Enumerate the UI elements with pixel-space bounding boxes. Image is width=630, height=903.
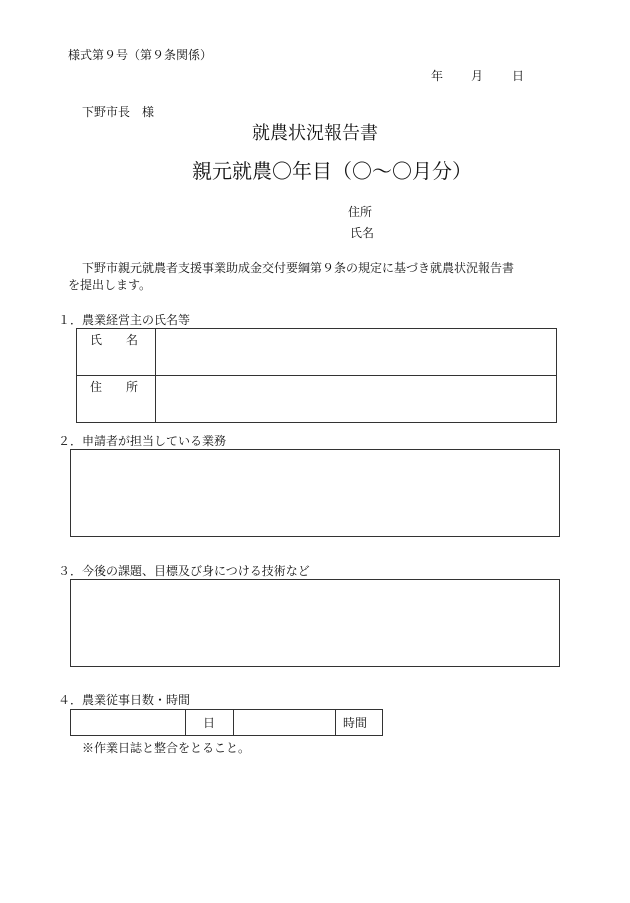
days-unit-label: 日 — [203, 716, 216, 730]
applicant-address-label: 住所 — [348, 205, 373, 219]
work-hours-field[interactable] — [234, 710, 335, 735]
section4-heading: ４．農業従事日数・時間 — [58, 693, 191, 707]
date-month-label: 月 — [471, 69, 484, 83]
hours-unit-label: 時間 — [343, 716, 368, 730]
form-number: 様式第９号（第９条関係） — [68, 48, 213, 62]
owner-name-field[interactable] — [157, 329, 556, 375]
document-title: 就農状況報告書 — [252, 123, 378, 144]
intro-line-1: 下野市親元就農者支援事業助成金交付要綱第９条の規定に基づき就農状況報告書 — [82, 261, 515, 275]
work-log-note: ※作業日誌と整合をとること。 — [82, 741, 251, 755]
date-year-label: 年 — [431, 69, 444, 83]
owner-address-field[interactable] — [157, 376, 556, 422]
date-day-label: 日 — [512, 69, 525, 83]
applicant-name-label: 氏名 — [350, 226, 375, 240]
work-days-field[interactable] — [71, 710, 185, 735]
section2-heading: ２．申請者が担当している業務 — [58, 434, 227, 448]
section1-heading: １．農業経営主の氏名等 — [58, 313, 191, 327]
owner-info-table — [76, 328, 557, 423]
document-subtitle: 親元就農〇年目（〇～〇月分） — [192, 159, 472, 183]
owner-name-label: 氏 名 — [90, 333, 139, 347]
owner-address-label: 住 所 — [90, 380, 139, 394]
future-goals-field[interactable] — [70, 579, 560, 667]
work-days-hours-table — [70, 709, 383, 736]
section3-heading: ３．今後の課題、目標及び身につける技術など — [58, 564, 310, 578]
addressee: 下野市長 様 — [82, 105, 155, 119]
assigned-duties-field[interactable] — [70, 449, 560, 537]
intro-line-2: を提出します。 — [68, 278, 152, 292]
